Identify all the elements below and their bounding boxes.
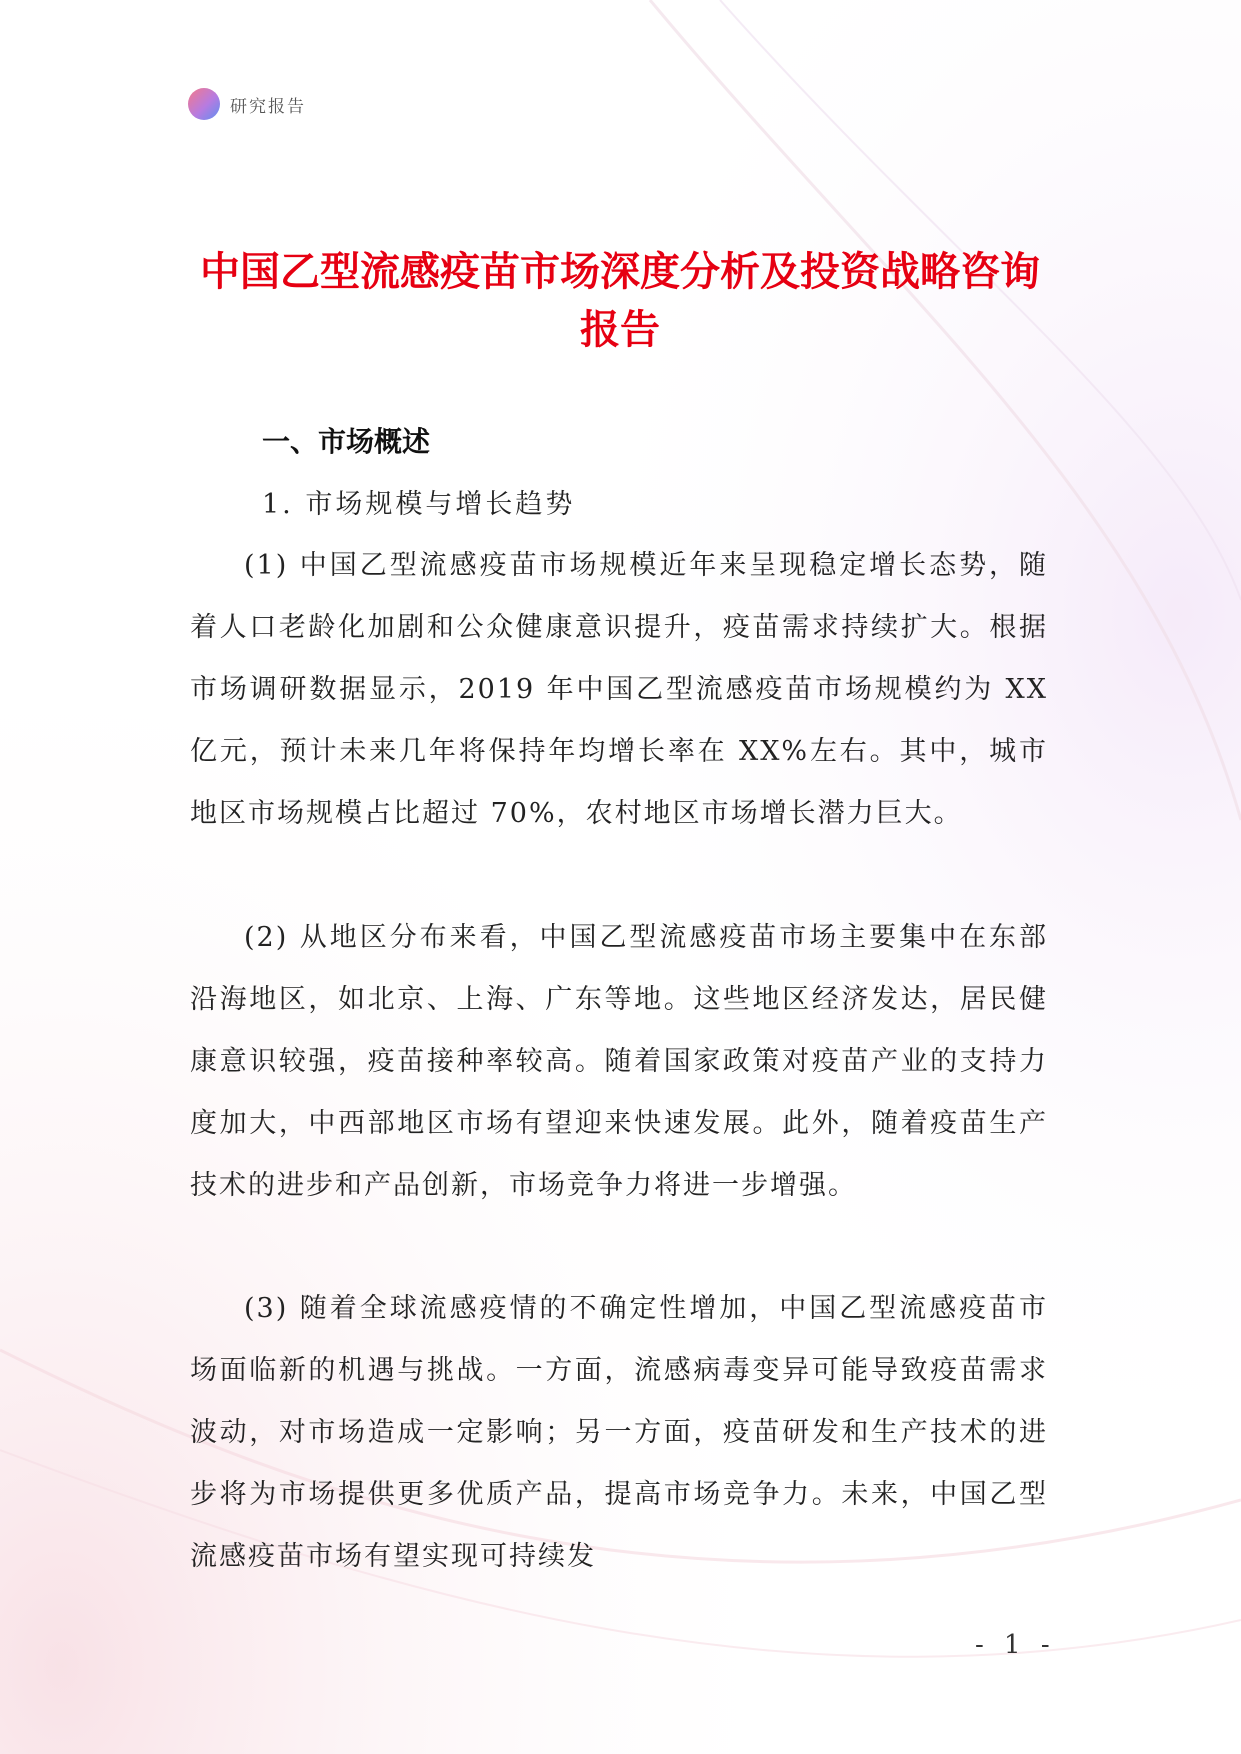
paragraph-3: (3) 随着全球流感疫情的不确定性增加，中国乙型流感疫苗市场面临新的机遇与挑战。一方面，流感病毒变异可能导致疫苗需求波动，对市场造成一定影响；另一方面，疫苗研发和生产技术的进步将为市场提供更多优质产品，提高市场竞争力。未来，中国乙型流感疫苗市场有望实现可持续发 (190, 1293, 1048, 1572)
report-title: 中国乙型流感疫苗市场深度分析及投资战略咨询报告 (200, 248, 1040, 353)
page-number: - 1 - (975, 1630, 1056, 1660)
header-label: 研究报告 (230, 96, 306, 117)
report-logo-icon (188, 88, 220, 120)
paragraph-1: (1) 中国乙型流感疫苗市场规模近年来呈现稳定增长态势，随着人口老龄化加剧和公众健康意识提升，疫苗需求持续扩大。根据市场调研数据显示，2019 年中国乙型流感疫苗市场规模约为 XX 亿元，预计未来几年将保持年均增长率在 XX%左右。其中，城市地区市场规模占比超过 70%，农村地区市场增长潜力巨大。 (190, 550, 1048, 829)
subheading-market-size: 1. 市场规模与增长趋势 (262, 489, 576, 520)
report-header (188, 88, 306, 120)
section-heading-market-overview: 一、市场概述 (262, 425, 431, 458)
paragraph-2: (2) 从地区分布来看，中国乙型流感疫苗市场主要集中在东部沿海地区，如北京、上海、广东等地。这些地区经济发达，居民健康意识较强，疫苗接种率较高。随着国家政策对疫苗产业的支持力度加大，中西部地区市场有望迎来快速发展。此外，随着疫苗生产技术的进步和产品创新，市场竞争力将进一步增强。 (190, 922, 1048, 1201)
